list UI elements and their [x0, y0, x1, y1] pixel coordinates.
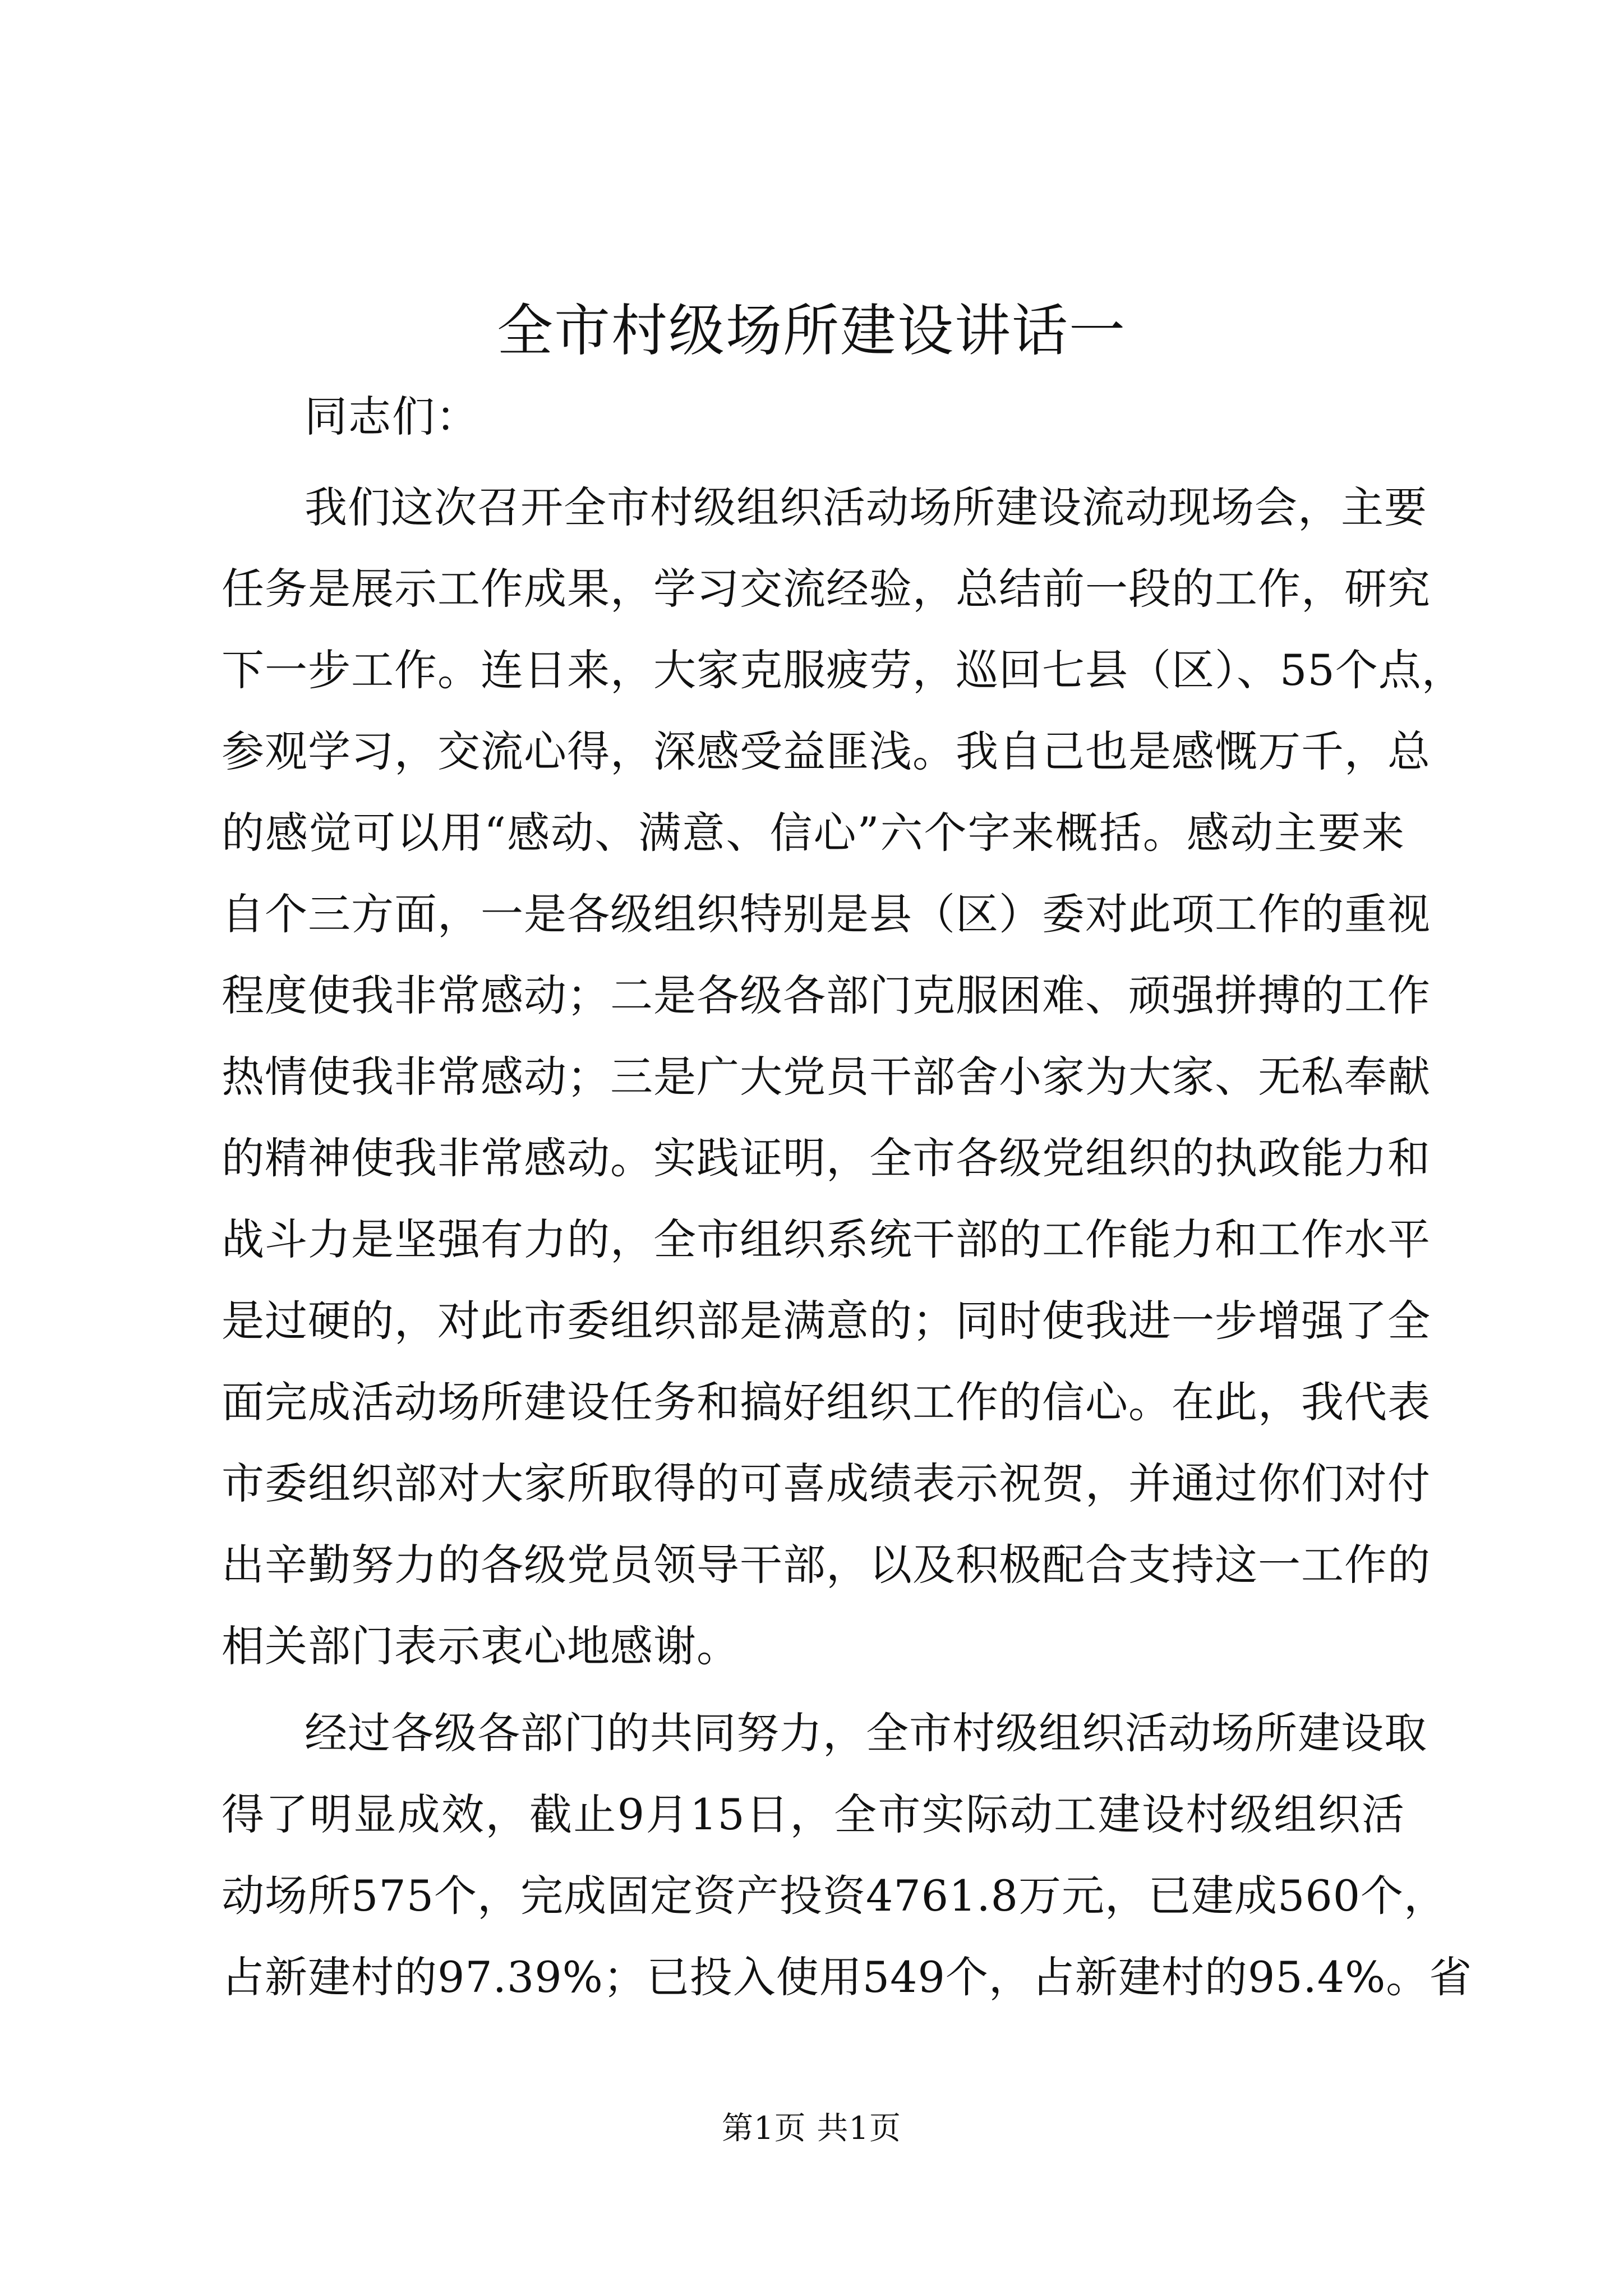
- paragraph-line: 出辛勤努力的各级党员领导干部，以及积极配合支持这一工作的: [222, 1540, 1431, 1590]
- paragraph-line: 经过各级各部门的共同努力，全市村级组织活动场所建设取: [305, 1708, 1427, 1758]
- paragraph-line: 动场所575个，完成固定资产投资4761.8万元，已建成560个，: [222, 1871, 1447, 1921]
- paragraph-line: 战斗力是坚强有力的，全市组织系统干部的工作能力和工作水平: [222, 1214, 1431, 1264]
- paragraph-line: 热情使我非常感动；三是广大党员干部舍小家为大家、无私奉献: [222, 1052, 1431, 1102]
- paragraph-line: 相关部门表示衷心地感谢。: [222, 1621, 740, 1671]
- salutation: 同志们：: [305, 392, 479, 441]
- paragraph-line: 市委组织部对大家所取得的可喜成绩表示祝贺，并通过你们对付: [222, 1458, 1431, 1508]
- paragraph-line: 下一步工作。连日来，大家克服疲劳，巡回七县（区）、55个点，: [222, 645, 1465, 695]
- paragraph-line: 面完成活动场所建设任务和搞好组织工作的信心。在此，我代表: [222, 1377, 1431, 1427]
- paragraph-line: 得了明显成效，截止9月15日，全市实际动工建设村级组织活: [222, 1789, 1405, 1839]
- paragraph-line: 的精神使我非常感动。实践证明，全市各级党组织的执政能力和: [222, 1133, 1431, 1183]
- paragraph-line: 是过硬的，对此市委组织部是满意的；同时使我进一步增强了全: [222, 1296, 1431, 1346]
- paragraph-line: 占新建村的97.39%；已投入使用549个，占新建村的95.4%。省: [222, 1952, 1473, 2002]
- paragraph-line: 参观学习，交流心得，深感受益匪浅。我自己也是感慨万千，总: [222, 726, 1431, 776]
- paragraph-line: 任务是展示工作成果，学习交流经验，总结前一段的工作，研究: [222, 564, 1431, 614]
- document-title: 全市村级场所建设讲话一: [497, 298, 1126, 364]
- paragraph-line: 程度使我非常感动；二是各级各部门克服困难、顽强拼搏的工作: [222, 970, 1431, 1020]
- paragraph-line: 自个三方面，一是各级组织特别是县（区）委对此项工作的重视: [222, 889, 1431, 939]
- paragraph-line: 我们这次召开全市村级组织活动场所建设流动现场会，主要: [305, 482, 1427, 532]
- page-footer: 第1页 共1页: [721, 2110, 902, 2147]
- paragraph-line: 的感觉可以用“感动、满意、信心”六个字来概括。感动主要来: [222, 808, 1405, 858]
